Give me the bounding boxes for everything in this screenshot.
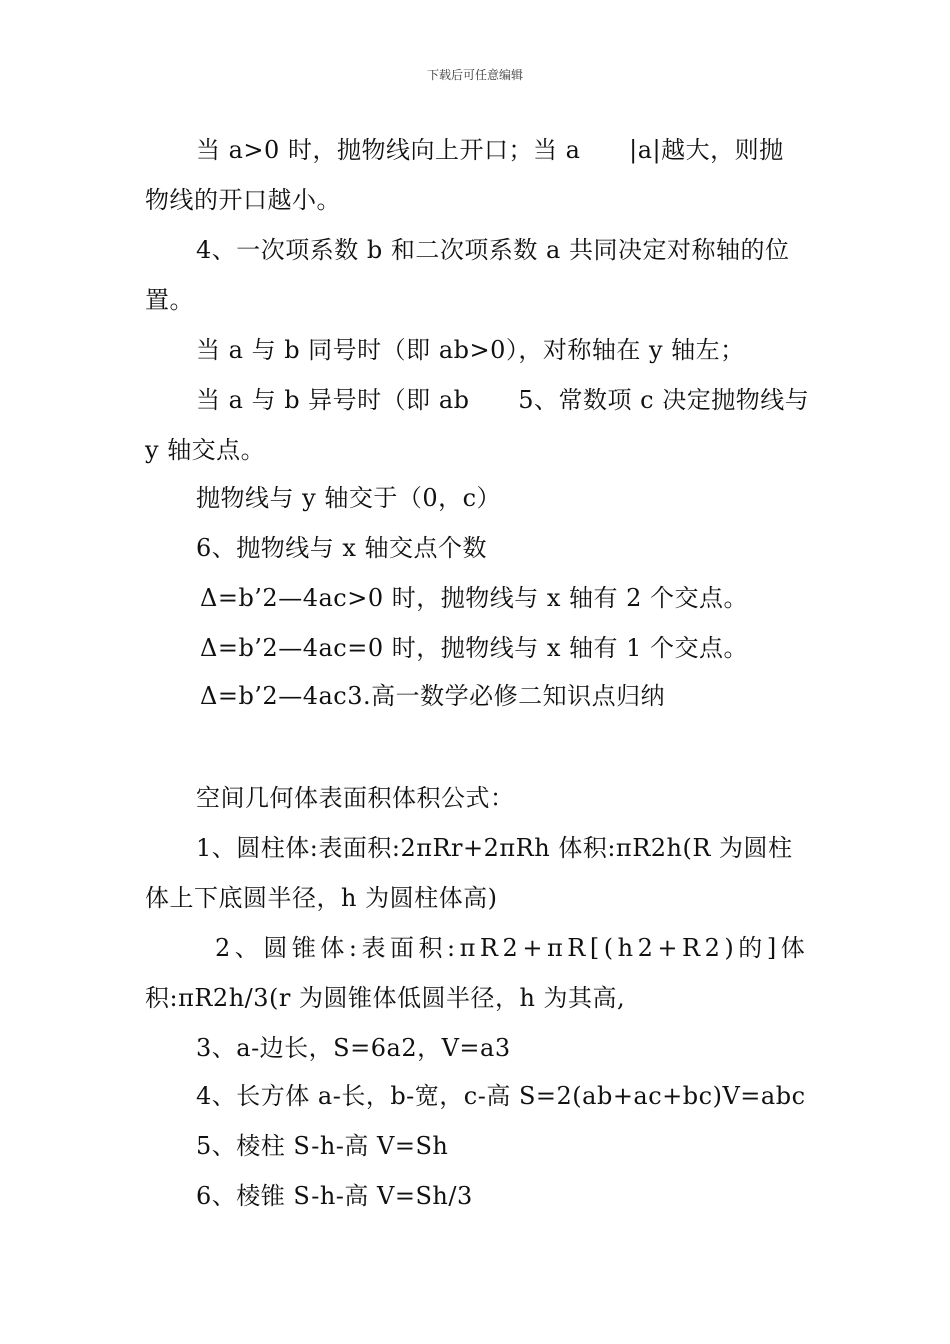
justified-char: 体 bbox=[320, 934, 345, 962]
text-line: 1、圆柱体:表面积:2πRr+2πRh 体积:πR2h(R 为圆柱 bbox=[196, 834, 793, 862]
text-line: 当 a>0 时，抛物线向上开口；当 a |a|越大，则抛 bbox=[196, 136, 784, 164]
text-line: 积:πR2h/3(r 为圆锥体低圆半径，h 为其高, bbox=[145, 984, 626, 1012]
justified-char: 面 bbox=[389, 934, 414, 962]
justified-char: π bbox=[546, 934, 563, 962]
justified-char: 的 bbox=[738, 934, 763, 962]
text-line: 5、棱柱 S-h-高 V=Sh bbox=[196, 1132, 449, 1160]
text-line: 当 a 与 b 同号时（即 ab>0），对称轴在 y 轴左； bbox=[196, 336, 745, 364]
formula-line: Δ=b’2—4ac>0 时，抛物线与 x 轴有 2 个交点。 bbox=[200, 584, 749, 612]
justified-char: 积 bbox=[418, 934, 443, 962]
text-line: 4、长方体 a-长，b-宽，c-高 S=2(ab+ac+bc)V=abc bbox=[196, 1082, 806, 1110]
justified-char: 2 bbox=[215, 934, 231, 962]
text-line: 置。 bbox=[145, 286, 194, 314]
justified-char: 圆 bbox=[263, 934, 288, 962]
justified-char: + bbox=[522, 934, 543, 962]
formula-line: Δ=b’2—4ac3.高一数学必修二知识点归纳 bbox=[200, 682, 666, 710]
justified-char: + bbox=[657, 934, 678, 962]
text-line: 6、抛物线与 x 轴交点个数 bbox=[196, 534, 488, 562]
justified-char: 、 bbox=[234, 934, 259, 962]
justified-char: ( bbox=[603, 934, 614, 962]
text-line: 物线的开口越小。 bbox=[145, 186, 341, 214]
justified-char: R bbox=[682, 934, 701, 962]
justified-char: : bbox=[348, 934, 357, 962]
page-header: 下载后可任意编辑 bbox=[426, 68, 523, 82]
text-line: 6、棱锥 S-h-高 V=Sh/3 bbox=[196, 1182, 473, 1210]
justified-char: π bbox=[459, 934, 476, 962]
justified-char: : bbox=[447, 934, 456, 962]
justified-char: 表 bbox=[361, 934, 386, 962]
justified-char: R bbox=[567, 934, 586, 962]
text-line: 抛物线与 y 轴交于（0，c） bbox=[196, 484, 502, 512]
justified-char: h bbox=[617, 934, 634, 962]
justified-char: 2 bbox=[637, 934, 653, 962]
text-line: 4、一次项系数 b 和二次项系数 a 共同决定对称轴的位 bbox=[196, 236, 790, 264]
justified-char: [ bbox=[589, 934, 600, 962]
text-line: 当 a 与 b 异号时（即 ab 5、常数项 c 决定抛物线与 bbox=[196, 386, 810, 414]
text-line-justified bbox=[215, 932, 805, 964]
text-line: 体上下底圆半径，h 为圆柱体高) bbox=[145, 884, 498, 912]
justified-char: 锥 bbox=[291, 934, 316, 962]
justified-char: 体 bbox=[780, 934, 805, 962]
text-line: 3、a-边长，S=6a2，V=a3 bbox=[196, 1034, 511, 1062]
justified-char: 2 bbox=[704, 934, 720, 962]
section-heading: 空间几何体表面积体积公式： bbox=[196, 784, 515, 812]
text-line: y 轴交点。 bbox=[145, 436, 266, 464]
justified-char: R bbox=[479, 934, 498, 962]
formula-line: Δ=b’2—4ac=0 时，抛物线与 x 轴有 1 个交点。 bbox=[200, 634, 749, 662]
justified-char: ] bbox=[766, 934, 777, 962]
justified-char: ) bbox=[724, 934, 734, 962]
justified-char: 2 bbox=[502, 934, 518, 962]
